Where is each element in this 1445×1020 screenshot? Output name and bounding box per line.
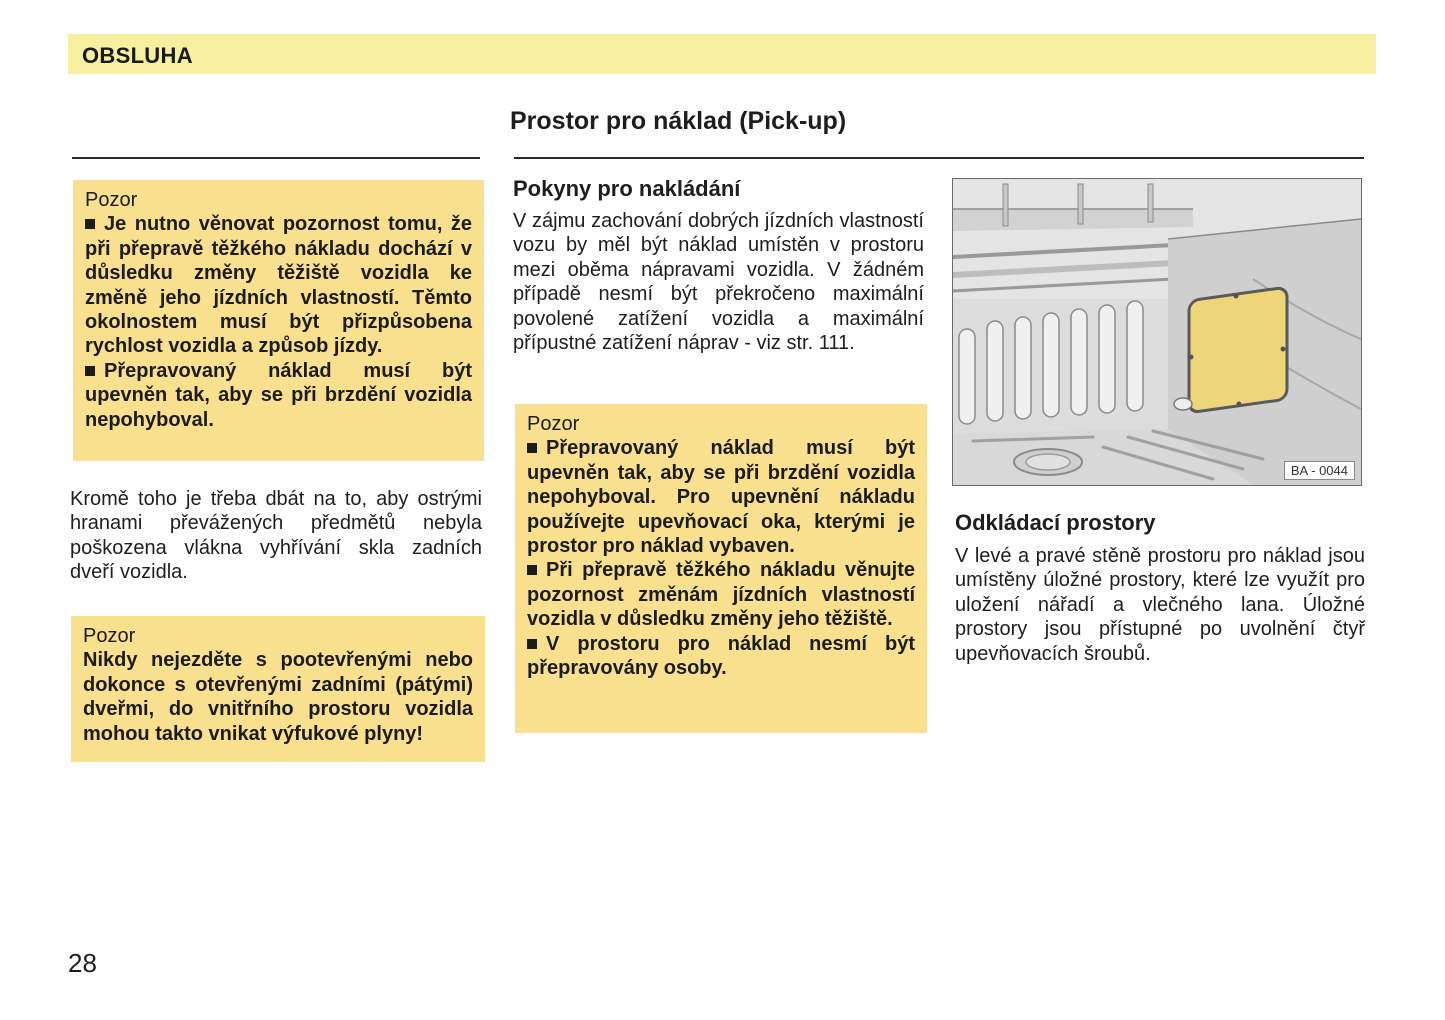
bullet-icon <box>85 366 95 376</box>
warning-box-load-weight <box>73 180 484 461</box>
section-label: OBSLUHA <box>82 43 193 68</box>
warning-item-text: Při přepravě těžkého nákladu věnujte pozornost změnám jízdních vlastností vozidla v důsledku změny jeho těžiště. <box>527 559 915 631</box>
bullet-icon <box>527 565 537 575</box>
bullet-icon <box>527 443 537 453</box>
warning-item-text: Přepravovaný náklad musí být upevněn tak, aby se při brzdění vozidla nepohyboval. Pro upevnění nákladu používejte upevňovací oka, kterými je prostor pro náklad vybaven. <box>527 437 915 558</box>
warning-item <box>85 359 472 432</box>
warning-item-text: V prostoru pro náklad nesmí být přepravovány osoby. <box>527 632 915 680</box>
cargo-area-illustration <box>952 178 1362 486</box>
bullet-icon <box>85 219 95 229</box>
left-column-rule <box>72 157 480 159</box>
warning-item <box>527 632 915 681</box>
right-columns-rule <box>514 157 1364 159</box>
page-number: 28 <box>68 948 97 978</box>
warning-item <box>527 436 915 558</box>
cargo-area-drawing <box>953 179 1361 485</box>
loading-instructions-heading: Pokyny pro nakládání <box>513 176 741 201</box>
warning-title: Pozor <box>527 413 580 435</box>
warning-box-cargo <box>515 404 927 733</box>
warning-item <box>527 558 915 631</box>
page-title: Prostor pro náklad (Pick-up) <box>510 107 847 135</box>
warning-title: Pozor <box>85 189 138 211</box>
storage-compartments-heading: Odkládací prostory <box>955 510 1156 535</box>
warning-item-text: Je nutno věnovat pozornost tomu, že při přepravě těžkého nákladu dochází v důsledku změny těžiště vozidla ke změně jeho jízdních vlastností. Těmto okolnostem musí být přizpůsobena rychlost vozidla a způsob jízdy. <box>85 213 472 358</box>
warning-box-exhaust <box>71 616 485 762</box>
warning-title: Pozor <box>83 625 136 647</box>
warning-text <box>527 436 915 680</box>
figure-code-label: BA - 0044 <box>1284 461 1355 480</box>
warning-item-text: Přepravovaný náklad musí být upevněn tak, aby se při brzdění vozidla nepohyboval. <box>85 359 472 431</box>
rear-window-paragraph: Kromě toho je třeba dbát na to, aby ostrými hranami převážených předmětů nebyla poškozena vlákna vyhřívání skla zadních dveří vozidla. <box>70 488 482 584</box>
section-header-band <box>68 34 1376 74</box>
bullet-icon <box>527 639 537 649</box>
warning-text <box>85 212 472 432</box>
loading-instructions-paragraph: V zájmu zachování dobrých jízdních vlastností vozu by měl být náklad umístěn v prostoru mezi oběma nápravami vozidla. V žádném případě nesmí být překročeno maximální povolené zatížení vozidla a maximální přípustné zatížení náprav - viz str. 111. <box>513 210 924 355</box>
warning-item <box>85 212 472 358</box>
warning-text: Nikdy nejezděte s pootevřenými nebo dokonce s otevřenými zadními (pátými) dveřmi, do vnitřního prostoru vozidla mohou takto vnikat výfukové plyny! <box>83 649 473 745</box>
storage-compartments-paragraph: V levé a pravé stěně prostoru pro náklad jsou umístěny úložné prostory, které lze využít pro uložení nářadí a vlečného lana. Úložné prostory jsou přístupné po uvolnění čtyř upevňovacích šroubů. <box>955 545 1365 665</box>
